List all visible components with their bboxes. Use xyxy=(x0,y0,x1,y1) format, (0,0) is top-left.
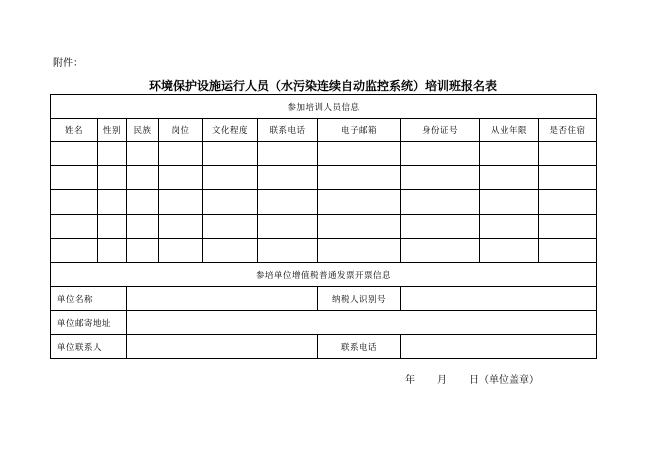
phone-label: 联系电话 xyxy=(318,335,401,359)
table-cell[interactable] xyxy=(98,215,127,239)
table-cell[interactable] xyxy=(127,190,159,215)
column-header: 性别 xyxy=(98,119,127,142)
table-cell[interactable] xyxy=(159,239,203,263)
table-cell[interactable] xyxy=(51,142,98,166)
table-cell[interactable] xyxy=(318,142,401,166)
mail-address-field[interactable] xyxy=(127,311,597,335)
participant-row xyxy=(51,166,597,190)
table-cell[interactable] xyxy=(480,239,539,263)
form-title: 环境保护设施运行人员（水污染连续自动监控系统）培训班报名表 xyxy=(148,79,497,93)
table-cell[interactable] xyxy=(203,166,258,190)
contact-label: 单位联系人 xyxy=(51,335,127,359)
column-header: 民族 xyxy=(127,119,159,142)
table-cell[interactable] xyxy=(98,239,127,263)
table-cell[interactable] xyxy=(258,239,318,263)
column-header: 联系电话 xyxy=(258,119,318,142)
table-cell[interactable] xyxy=(480,190,539,215)
table-cell[interactable] xyxy=(51,166,98,190)
day-label: 日 xyxy=(469,375,479,386)
table-cell[interactable] xyxy=(539,166,597,190)
table-cell[interactable] xyxy=(159,215,203,239)
column-header: 从业年限 xyxy=(480,119,539,142)
table-cell[interactable] xyxy=(258,142,318,166)
table-cell[interactable] xyxy=(159,142,203,166)
table-cell[interactable] xyxy=(480,215,539,239)
participant-row xyxy=(51,215,597,239)
table-cell[interactable] xyxy=(401,190,480,215)
table-cell[interactable] xyxy=(258,190,318,215)
table-cell[interactable] xyxy=(127,166,159,190)
unit-name-label: 单位名称 xyxy=(51,287,127,311)
table-cell[interactable] xyxy=(539,142,597,166)
invoice-row-unit xyxy=(51,287,597,311)
column-header: 姓名 xyxy=(51,119,98,142)
attachment-label: 附件： xyxy=(53,58,83,69)
table-cell[interactable] xyxy=(318,166,401,190)
mail-address-label: 单位邮寄地址 xyxy=(51,311,127,335)
table-cell[interactable] xyxy=(127,142,159,166)
table-cell[interactable] xyxy=(480,166,539,190)
table-cell[interactable] xyxy=(539,215,597,239)
table-cell[interactable] xyxy=(401,142,480,166)
table-cell[interactable] xyxy=(127,215,159,239)
table-cell[interactable] xyxy=(159,190,203,215)
table-cell[interactable] xyxy=(318,239,401,263)
table-cell[interactable] xyxy=(401,215,480,239)
taxpayer-id-label: 纳税人识别号 xyxy=(318,287,401,311)
table-cell[interactable] xyxy=(258,215,318,239)
table-cell[interactable] xyxy=(51,190,98,215)
column-header: 电子邮箱 xyxy=(318,119,401,142)
table-cell[interactable] xyxy=(401,166,480,190)
registration-table xyxy=(50,94,597,359)
table-cell[interactable] xyxy=(51,239,98,263)
table-cell[interactable] xyxy=(127,239,159,263)
invoice-row-address xyxy=(51,311,597,335)
table-cell[interactable] xyxy=(258,166,318,190)
contact-field[interactable] xyxy=(127,335,318,359)
date-stamp-line xyxy=(405,374,539,388)
column-header: 是否住宿 xyxy=(539,119,597,142)
table-cell[interactable] xyxy=(51,215,98,239)
table-cell[interactable] xyxy=(203,142,258,166)
table-cell[interactable] xyxy=(159,166,203,190)
table-cell[interactable] xyxy=(203,190,258,215)
table-cell[interactable] xyxy=(539,239,597,263)
stamp-label: （单位盖章） xyxy=(479,375,539,386)
table-cell[interactable] xyxy=(480,142,539,166)
column-header: 身份证号 xyxy=(401,119,480,142)
table-cell[interactable] xyxy=(98,190,127,215)
invoice-row-contact xyxy=(51,335,597,359)
column-header: 文化程度 xyxy=(203,119,258,142)
table-cell[interactable] xyxy=(539,190,597,215)
table-cell[interactable] xyxy=(318,215,401,239)
section-header-participants: 参加培训人员信息 xyxy=(51,95,597,119)
phone-field[interactable] xyxy=(401,335,597,359)
unit-name-field[interactable] xyxy=(127,287,318,311)
column-header-row xyxy=(51,119,597,142)
taxpayer-id-field[interactable] xyxy=(401,287,597,311)
table-cell[interactable] xyxy=(98,142,127,166)
table-cell[interactable] xyxy=(401,239,480,263)
year-label: 年 xyxy=(405,375,415,386)
table-cell[interactable] xyxy=(98,166,127,190)
section-header-invoice: 参培单位增值税普通发票开票信息 xyxy=(51,263,597,287)
table-cell[interactable] xyxy=(203,239,258,263)
table-cell[interactable] xyxy=(318,190,401,215)
participant-row xyxy=(51,142,597,166)
month-label: 月 xyxy=(437,375,447,386)
column-header: 岗位 xyxy=(159,119,203,142)
participant-row xyxy=(51,239,597,263)
participant-row xyxy=(51,190,597,215)
table-cell[interactable] xyxy=(203,215,258,239)
